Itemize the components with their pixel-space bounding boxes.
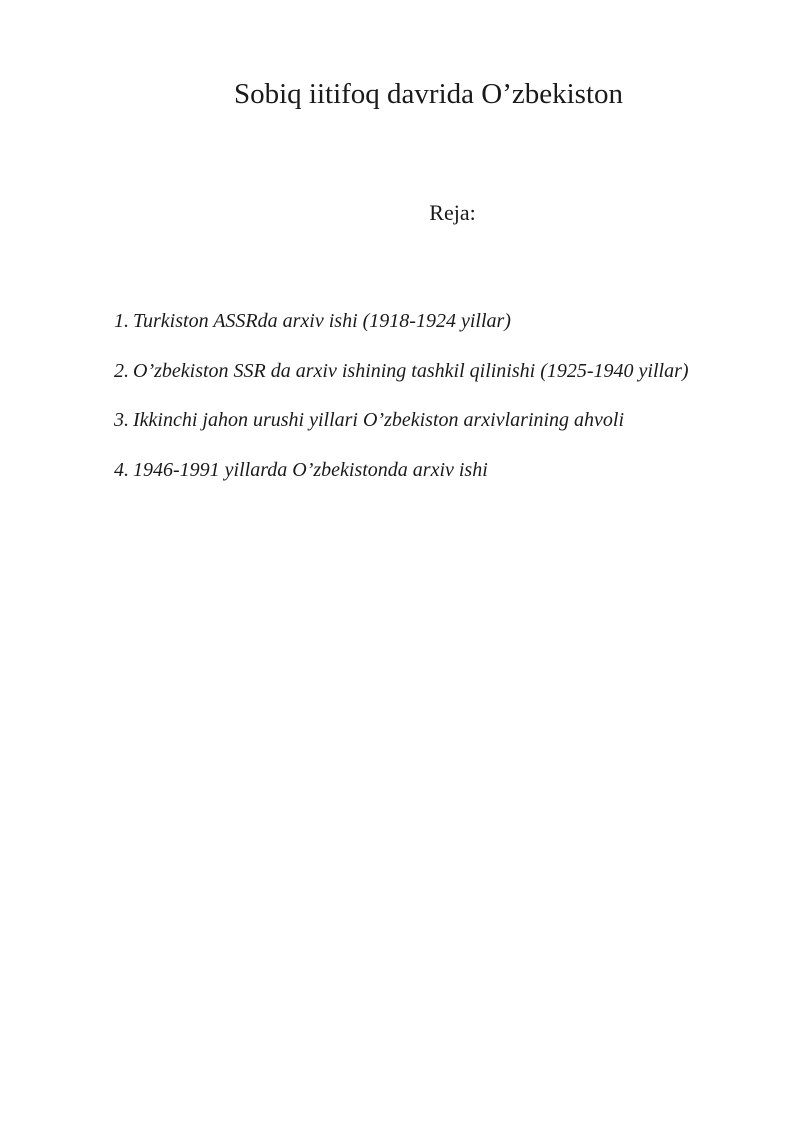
plan-item-text: O’zbekiston SSR da arxiv ishining tashkil qilinishi (1925-1940 yillar) bbox=[133, 359, 689, 382]
plan-item-2 bbox=[114, 357, 774, 385]
plan-item-1 bbox=[114, 307, 774, 335]
plan-item-number: 3. bbox=[114, 409, 129, 431]
plan-item-number: 2. bbox=[114, 359, 129, 382]
plan-item-text: 1946-1991 yillarda O’zbekistonda arxiv ishi bbox=[133, 458, 488, 481]
plan-item-text: Ikkinchi jahon urushi yillari O’zbekiston arxivlarining ahvoli bbox=[133, 409, 625, 431]
plan-heading: Reja: bbox=[429, 200, 476, 225]
document-title: Sobiq iitifoq davrida O’zbekiston bbox=[233, 78, 624, 110]
plan-item-text: Turkiston ASSRda arxiv ishi (1918-1924 yillar) bbox=[133, 310, 511, 332]
plan-item-number: 4. bbox=[114, 458, 129, 481]
plan-item-3 bbox=[114, 406, 774, 434]
plan-item-4 bbox=[114, 456, 774, 484]
plan-item-number: 1. bbox=[114, 310, 129, 332]
plan-list bbox=[114, 307, 774, 505]
